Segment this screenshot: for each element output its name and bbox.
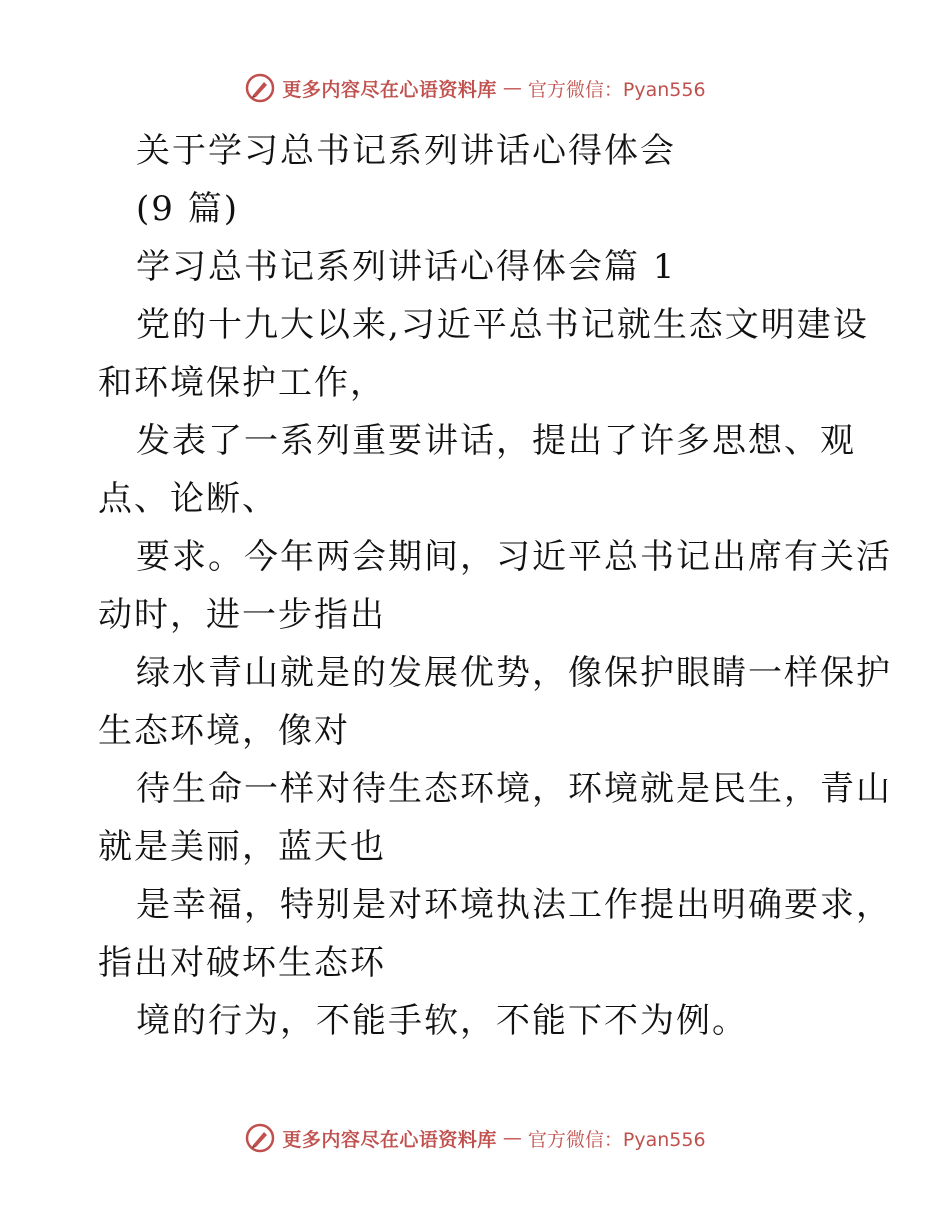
- paragraph-line: 生态环境，像对: [98, 711, 350, 751]
- header-banner: [0, 72, 950, 104]
- banner-wechat-text: 官方微信：Pyan556: [527, 78, 706, 101]
- paragraph-line: 是幸福，特别是对环境执法工作提出明确要求，: [136, 885, 892, 925]
- document-body: [98, 122, 892, 1050]
- paragraph-line: 就是美丽，蓝天也: [98, 827, 386, 867]
- pen-logo-icon: [244, 72, 276, 104]
- doc-title: 关于学习总书记系列讲话心得体会: [136, 131, 676, 171]
- paragraph-line: 要求。今年两会期间，习近平总书记出席有关活: [136, 537, 892, 577]
- paragraph-line: 动时，进一步指出: [98, 595, 386, 635]
- banner-brand-text: 更多内容尽在心语资料库: [282, 1128, 497, 1151]
- paragraph-line: 绿水青山就是的发展优势，像保护眼睛一样保护: [136, 653, 892, 693]
- section-heading: 学习总书记系列讲话心得体会篇 1: [136, 247, 677, 287]
- doc-subtitle-count: (9 篇): [136, 189, 239, 229]
- banner-wechat-text: 官方微信：Pyan556: [527, 1128, 706, 1151]
- paragraph-line: 发表了一系列重要讲话，提出了许多思想、观: [136, 421, 856, 461]
- pen-logo-icon: [244, 1122, 276, 1154]
- banner-separator: —: [502, 77, 522, 99]
- paragraph-line: 党的十九大以来,习近平总书记就生态文明建设: [136, 305, 869, 345]
- banner-brand-text: 更多内容尽在心语资料库: [282, 78, 497, 101]
- paragraph-line: 点、论断、: [98, 479, 278, 519]
- banner-separator: —: [502, 1127, 522, 1149]
- footer-banner: [0, 1122, 950, 1154]
- paragraph-line: 和环境保护工作，: [98, 363, 386, 403]
- paragraph-line: 指出对破坏生态环: [98, 943, 386, 983]
- paragraph-line: 境的行为，不能手软，不能下不为例。: [136, 1001, 748, 1041]
- paragraph-line: 待生命一样对待生态环境，环境就是民生，青山: [136, 769, 892, 809]
